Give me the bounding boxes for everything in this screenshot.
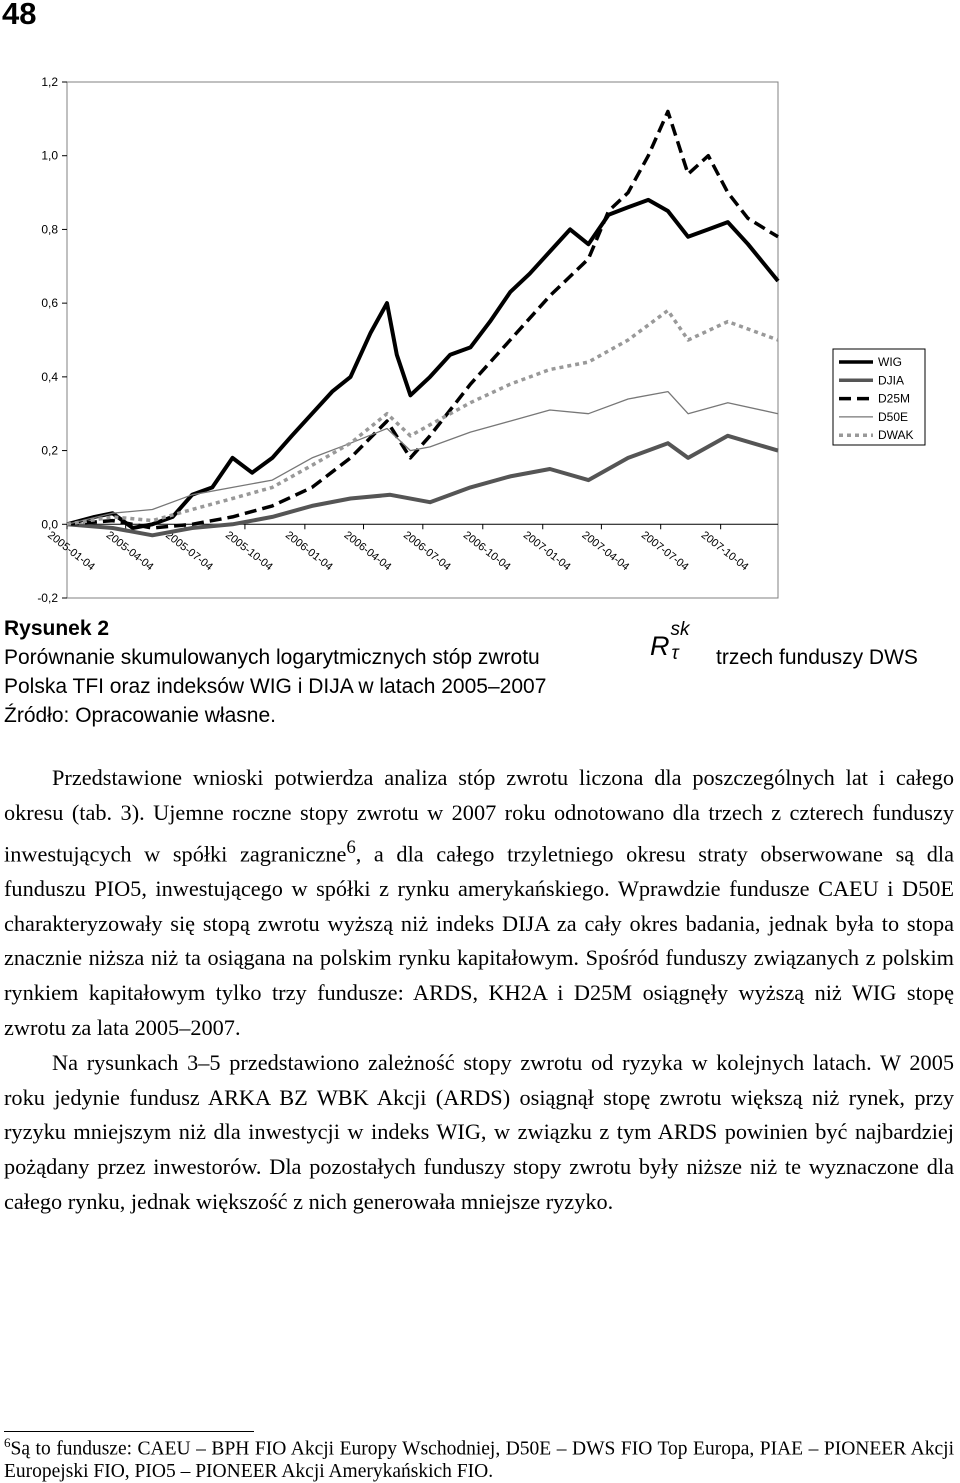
x-tick-label: 2005-07-04 bbox=[163, 529, 215, 574]
legend-label: WIG bbox=[878, 355, 902, 369]
x-tick-label: 2005-01-04 bbox=[45, 529, 97, 574]
y-tick-label: 0,0 bbox=[41, 517, 58, 532]
x-tick-label: 2005-04-04 bbox=[103, 529, 156, 574]
paragraph-1-part-a: Przedstawione wnioski potwierdza analiza stóp zwrotu liczona dla poszczególnych lat i całego okresu (tab. 3). Ujemne roczne stopy zwrotu w 2007 roku odnotowano dla trzech z czterech funduszy inwestujących w spółki zagraniczne bbox=[4, 765, 954, 867]
x-tick-label: 2006-04-04 bbox=[341, 529, 394, 574]
y-tick-label: 0,8 bbox=[41, 222, 58, 237]
x-tick-label: 2006-10-04 bbox=[460, 529, 513, 574]
chart-legend bbox=[833, 349, 925, 445]
legend-label: DWAK bbox=[878, 428, 914, 443]
body-text bbox=[4, 761, 954, 1220]
series-line-wig bbox=[67, 200, 778, 528]
series-line-djia bbox=[67, 436, 778, 536]
return-symbol-sup: sk bbox=[670, 619, 690, 640]
series-line-d25m bbox=[67, 112, 778, 529]
return-symbol-base: R bbox=[650, 631, 670, 661]
figure-source: Źródło: Opracowanie własne. bbox=[4, 704, 276, 727]
cumulative-returns-chart bbox=[0, 58, 960, 614]
page-number: 48 bbox=[2, 0, 37, 31]
figure-caption-line2: Polska TFI oraz indeksów WIG i DIJA w latach 2005–2007 bbox=[4, 675, 547, 698]
x-tick-label: 2005-10-04 bbox=[223, 529, 275, 574]
series-line-dwak bbox=[67, 311, 778, 525]
legend-label: D25M bbox=[878, 391, 911, 406]
x-tick-label: 2007-10-04 bbox=[698, 529, 751, 574]
paragraph-1 bbox=[4, 761, 954, 1046]
x-tick-label: 2007-04-04 bbox=[579, 529, 632, 574]
y-tick-label: 0,2 bbox=[41, 443, 58, 458]
footnote-marker: 6 bbox=[4, 1435, 11, 1450]
y-tick-label: 0,4 bbox=[41, 369, 58, 384]
series-line-d50e bbox=[67, 392, 778, 525]
paragraph-1-part-b: , a dla całego trzyletniego okresu straty obserwowane są dla funduszu PIO5, inwestującego w spółki z rynku amerykańskiego. Wprawdzie fundusze CAEU i D50E charakteryzowały się stopą zwrotu wyższą niż indeks DIJA za cały okres badania, jednak była to stopa znacznie niższa niż ta osiągana na polskim rynku kapitałowym. Spośród funduszy związanych z polskim rynkiem kapitałowym tylko trzy fundusze: ARDS, KH2A i D25M osiągnęły wyższą niż WIG stopę zwrotu za lata 2005–2007. bbox=[4, 841, 954, 1040]
x-tick-label: 2007-07-04 bbox=[638, 529, 691, 574]
y-tick-label: 1,0 bbox=[41, 148, 58, 163]
footnote-ref: 6 bbox=[346, 836, 356, 858]
y-tick-label: 0,6 bbox=[41, 296, 58, 311]
return-symbol bbox=[650, 619, 690, 664]
y-tick-label: -0,2 bbox=[37, 591, 58, 605]
x-axis bbox=[45, 524, 778, 573]
series-layer bbox=[67, 112, 778, 536]
y-tick-label: 1,2 bbox=[41, 75, 58, 89]
plot-area bbox=[67, 82, 778, 598]
x-tick-label: 2006-07-04 bbox=[400, 529, 453, 574]
caption-text-right: trzech funduszy DWS bbox=[716, 646, 918, 669]
figure-number: Rysunek 2 bbox=[4, 617, 110, 640]
x-tick-label: 2006-01-04 bbox=[283, 529, 335, 574]
legend-label: D50E bbox=[878, 409, 909, 424]
caption-text-left: Porównanie skumulowanych logarytmicznych stóp zwrotu bbox=[4, 646, 540, 669]
paragraph-2: Na rysunkach 3–5 przedstawiono zależność stopy zwrotu od ryzyka w kolejnych latach. W 2005 roku jedynie fundusz ARKA BZ WBK Akcji (ARDS) osiągnął stopę zwrotu większą niż rynek, przy ryzyku mniejszym niż dla inwestycji w indeks WIG, w związku z tym ARDS powinien być najbardziej pożądany przez inwestorów. Dla pozostałych funduszy stopy zwrotu były niższe niż te wyznaczone dla całego rynku, jednak większość z nich generowała mniejsze ryzyko. bbox=[4, 1049, 954, 1214]
footnote bbox=[4, 1432, 954, 1483]
footnote-text: Są to fundusze: CAEU – BPH FIO Akcji Europy Wschodniej, D50E – DWS FIO Top Europa, PIAE – PIONEER Akcji Europejski FIO, PIO5 – PIONEER Akcji Amerykańskich FIO. bbox=[4, 1438, 954, 1482]
legend-label: DJIA bbox=[878, 373, 905, 388]
x-tick-label: 2007-01-04 bbox=[520, 529, 573, 574]
return-symbol-sub: τ bbox=[671, 643, 679, 664]
